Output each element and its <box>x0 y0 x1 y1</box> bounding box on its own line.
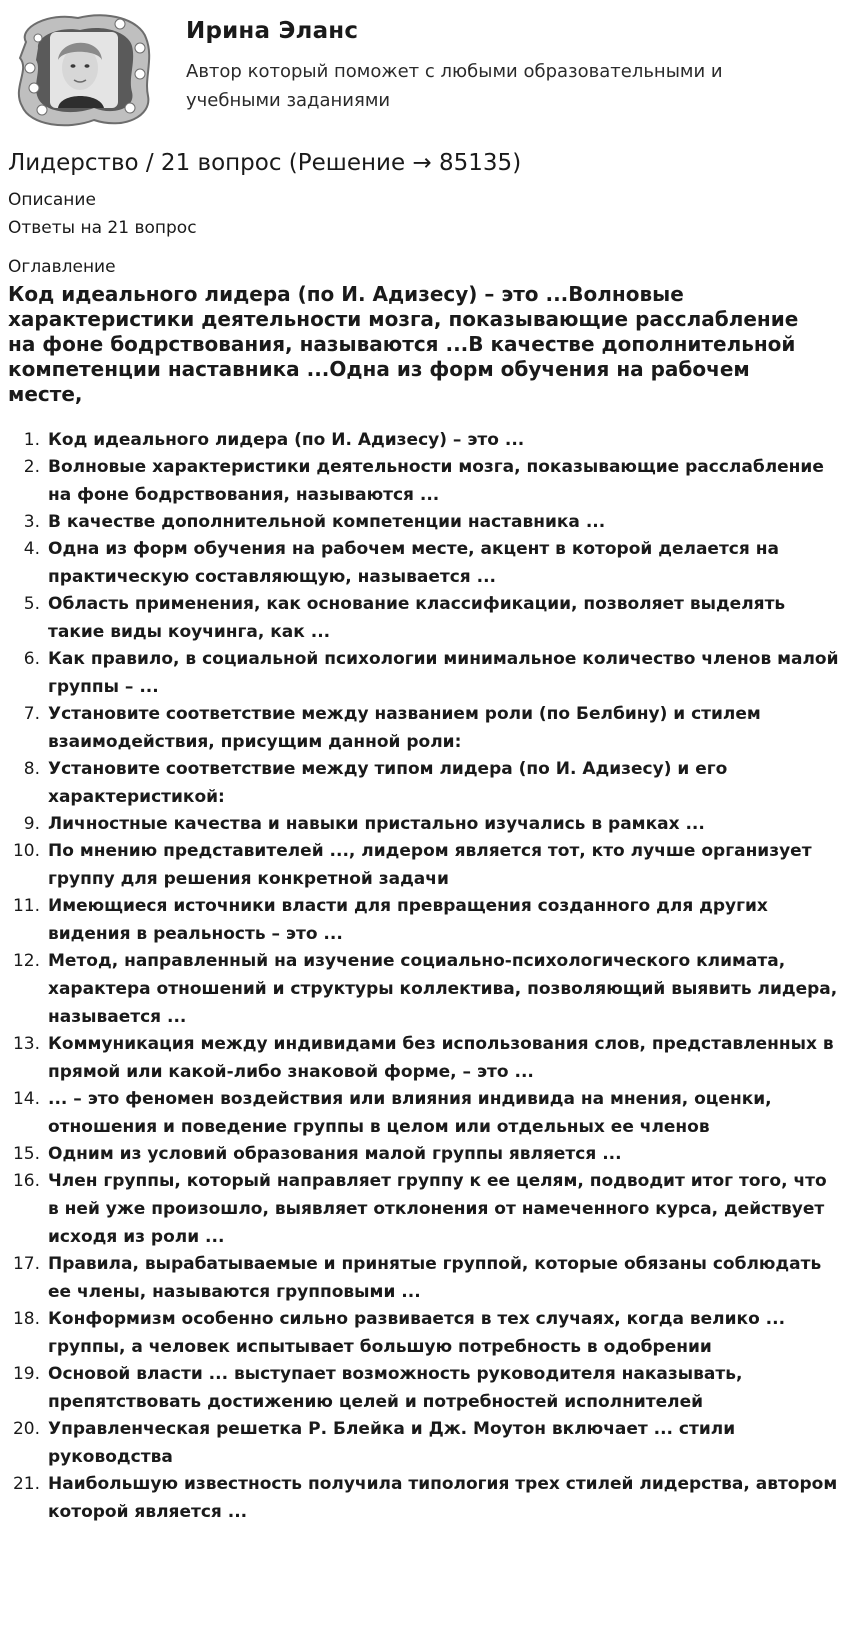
question-text: Конформизм особенно сильно развивается в тех случаях, когда велико ... группы, а человек испытывает большую потребность в одобрении <box>48 1309 786 1357</box>
question-item <box>0 947 847 1031</box>
question-item <box>0 1360 847 1416</box>
question-text: Установите соответствие между названием роли (по Белбину) и стилем взаимодействия, присущим данной роли: <box>48 704 761 752</box>
question-text: Член группы, который направляет группу к ее целям, подводит итог того, что в ней уже произошло, выявляет отклонения от намеченного курса, действует исходя из роли ... <box>48 1171 827 1247</box>
question-number: 21. <box>12 1474 40 1494</box>
question-text: Личностные качества и навыки пристально изучались в рамках ... <box>48 814 705 834</box>
question-text: Имеющиеся источники власти для превращения созданного для других видения в реальность – это ... <box>48 896 768 944</box>
question-number: 18. <box>12 1309 40 1329</box>
question-text: Коммуникация между индивидами без использования слов, представленных в прямой или какой-либо знаковой форме, – это ... <box>48 1034 834 1082</box>
question-text: Наибольшую известность получила типология трех стилей лидерства, автором которой является ... <box>48 1474 838 1522</box>
question-item <box>0 590 847 646</box>
question-number: 1. <box>23 430 40 450</box>
question-item <box>0 426 847 454</box>
question-text: Основой власти ... выступает возможность руководителя наказывать, препятствовать достижению целей и потребностей исполнителей <box>48 1364 743 1412</box>
question-item <box>0 1167 847 1251</box>
question-text: Правила, вырабатываемые и принятые группой, которые обязаны соблюдать ее члены, называются групповыми ... <box>48 1254 822 1302</box>
question-text: Управленческая решетка Р. Блейка и Дж. Моутон включает ... стили руководства <box>48 1419 736 1467</box>
question-text: Как правило, в социальной психологии минимальное количество членов малой группы – ... <box>48 649 839 697</box>
question-item <box>0 645 847 701</box>
toc-label: Оглавление <box>8 257 116 277</box>
question-number: 7. <box>23 704 40 724</box>
author-avatar[interactable] <box>8 8 154 130</box>
question-number: 19. <box>12 1364 40 1384</box>
question-item <box>0 508 847 536</box>
question-number: 4. <box>23 539 40 559</box>
question-text: Код идеального лидера (по И. Адизесу) – это ... <box>48 430 525 450</box>
description-text: Ответы на 21 вопрос <box>8 218 197 238</box>
question-number: 14. <box>12 1089 40 1109</box>
question-text: Область применения, как основание классификации, позволяет выделять такие виды коучинга, как ... <box>48 594 786 642</box>
question-item <box>0 755 847 811</box>
question-number: 11. <box>12 896 40 916</box>
question-item <box>0 837 847 893</box>
question-list <box>0 426 847 1525</box>
question-number: 6. <box>23 649 40 669</box>
question-number: 13. <box>12 1034 40 1054</box>
author-description: Автор который поможет с любыми образовательными и учебными заданиями <box>186 61 723 111</box>
question-number: 8. <box>23 759 40 779</box>
question-item <box>0 1415 847 1471</box>
question-item <box>0 1030 847 1086</box>
question-text: По мнению представителей ..., лидером является тот, кто лучше организует группу для решения конкретной задачи <box>48 841 812 889</box>
question-number: 9. <box>23 814 40 834</box>
question-item <box>0 810 847 838</box>
question-number: 3. <box>23 512 40 532</box>
question-number: 16. <box>12 1171 40 1191</box>
question-text: Одна из форм обучения на рабочем месте, акцент в которой делается на практическую составляющую, называется ... <box>48 539 779 587</box>
description-label: Описание <box>8 190 96 210</box>
question-item <box>0 892 847 948</box>
question-number: 2. <box>23 457 40 477</box>
avatar-photo-frame-icon <box>8 8 154 130</box>
author-block <box>8 8 838 130</box>
question-number: 20. <box>12 1419 40 1439</box>
question-item <box>0 1305 847 1361</box>
question-text: В качестве дополнительной компетенции наставника ... <box>48 512 606 532</box>
question-text: Волновые характеристики деятельности мозга, показывающие расслабление на фоне бодрствования, называются ... <box>48 457 824 505</box>
question-text: Установите соответствие между типом лидера (по И. Адизесу) и его характеристикой: <box>48 759 728 807</box>
question-number: 12. <box>12 951 40 971</box>
question-item <box>0 453 847 509</box>
question-text: Одним из условий образования малой группы является ... <box>48 1144 622 1164</box>
question-item <box>0 535 847 591</box>
question-item <box>0 1470 847 1526</box>
question-text: ... – это феномен воздействия или влияния индивида на мнения, оценки, отношения и поведение группы в целом или отдельных ее членов <box>48 1089 772 1137</box>
toc-summary-heading: Код идеального лидера (по И. Адизесу) – это ...Волновые характеристики деятельности мозга, показывающие расслабление на фоне бодрствования, называются ...В качестве дополнительной компетенции наставника ...Одна из форм обучения на рабочем месте, <box>8 282 799 406</box>
page-title: Лидерство / 21 вопрос (Решение → 85135) <box>8 150 522 176</box>
question-number: 17. <box>12 1254 40 1274</box>
question-item <box>0 1250 847 1306</box>
question-item <box>0 700 847 756</box>
question-text: Метод, направленный на изучение социально-психологического климата, характера отношений и структуры коллектива, позволяющий выявить лидера, называется ... <box>48 951 838 1027</box>
question-number: 10. <box>12 841 40 861</box>
question-number: 5. <box>23 594 40 614</box>
author-name[interactable]: Ирина Эланс <box>186 18 359 44</box>
question-item <box>0 1140 847 1168</box>
question-item <box>0 1085 847 1141</box>
question-number: 15. <box>12 1144 40 1164</box>
